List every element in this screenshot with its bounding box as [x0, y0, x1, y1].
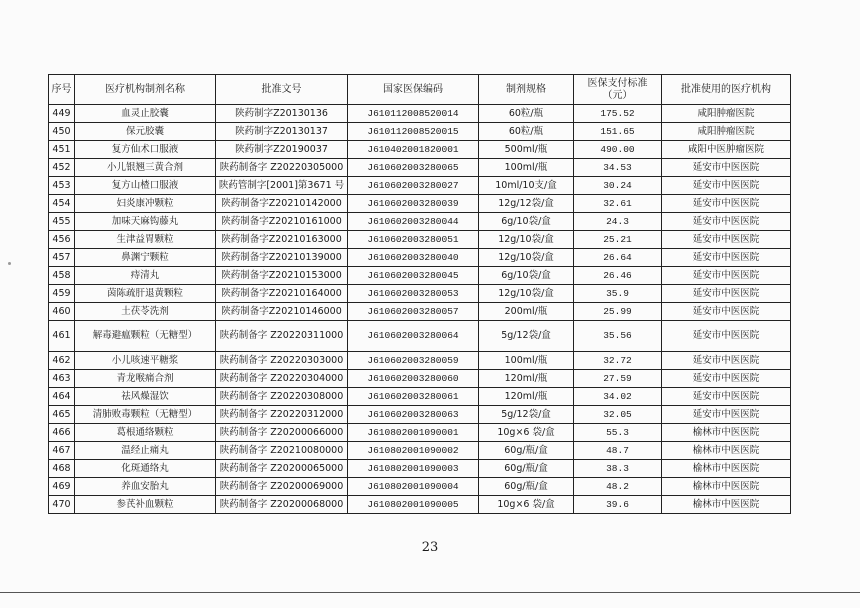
table-row	[49, 213, 791, 231]
cell-approval-number: 陕药制备字 Z20220304000	[216, 370, 348, 388]
cell-index: 462	[49, 352, 75, 370]
cell-insurance-code: J610602003280057	[348, 303, 479, 321]
cell-name: 参芪补血颗粒	[75, 496, 216, 514]
scan-edge-line	[0, 592, 860, 593]
table-row	[49, 105, 791, 123]
cell-payment-standard: 32.05	[574, 406, 662, 424]
cell-insurance-code: J610602003280044	[348, 213, 479, 231]
cell-index: 458	[49, 267, 75, 285]
cell-approval-number: 陕药制备字 Z20200068000	[216, 496, 348, 514]
cell-approval-number: 陕药制备字Z20210164000	[216, 285, 348, 303]
cell-approval-number: 陕药制备字Z20210146000	[216, 303, 348, 321]
cell-specification: 60g/瓶/盒	[479, 478, 574, 496]
cell-name: 鼻渊宁颗粒	[75, 249, 216, 267]
cell-approval-number: 陕药制备字Z20210153000	[216, 267, 348, 285]
cell-index: 461	[49, 321, 75, 352]
cell-specification: 120ml/瓶	[479, 370, 574, 388]
cell-name: 温经止痛丸	[75, 442, 216, 460]
cell-institution: 榆林市中医医院	[662, 460, 791, 478]
cell-institution: 咸阳肿瘤医院	[662, 105, 791, 123]
cell-specification: 60g/瓶/盒	[479, 442, 574, 460]
cell-name: 生津益胃颗粒	[75, 231, 216, 249]
cell-index: 451	[49, 141, 75, 159]
scan-speck	[8, 262, 11, 265]
cell-institution: 延安市中医医院	[662, 267, 791, 285]
cell-payment-standard: 32.61	[574, 195, 662, 213]
cell-index: 453	[49, 177, 75, 195]
cell-payment-standard: 55.3	[574, 424, 662, 442]
cell-approval-number: 陕药制字Z20130136	[216, 105, 348, 123]
cell-institution: 延安市中医医院	[662, 177, 791, 195]
cell-name: 复方仙术口服液	[75, 141, 216, 159]
header-specification: 制剂规格	[479, 75, 574, 105]
table-row	[49, 159, 791, 177]
cell-payment-standard: 48.7	[574, 442, 662, 460]
cell-name: 复方山楂口服液	[75, 177, 216, 195]
cell-specification: 5g/12袋/盒	[479, 321, 574, 352]
table-row	[49, 249, 791, 267]
table-row	[49, 406, 791, 424]
cell-index: 464	[49, 388, 75, 406]
cell-payment-standard: 151.65	[574, 123, 662, 141]
table-row	[49, 352, 791, 370]
cell-index: 470	[49, 496, 75, 514]
cell-payment-standard: 24.3	[574, 213, 662, 231]
cell-insurance-code: J610602003280064	[348, 321, 479, 352]
cell-insurance-code: J610602003280051	[348, 231, 479, 249]
cell-specification: 100ml/瓶	[479, 159, 574, 177]
cell-insurance-code: J610112008520015	[348, 123, 479, 141]
cell-approval-number: 陕药制备字Z20210161000	[216, 213, 348, 231]
cell-name: 土茯苓洗剂	[75, 303, 216, 321]
cell-insurance-code: J610802001090003	[348, 460, 479, 478]
cell-institution: 延安市中医医院	[662, 249, 791, 267]
cell-index: 469	[49, 478, 75, 496]
cell-approval-number: 陕药制备字 Z20210080000	[216, 442, 348, 460]
cell-insurance-code: J610802001090001	[348, 424, 479, 442]
cell-specification: 12g/10袋/盒	[479, 249, 574, 267]
cell-name: 葛根通络颗粒	[75, 424, 216, 442]
cell-insurance-code: J610602003280059	[348, 352, 479, 370]
cell-name: 小儿银翘三黄合剂	[75, 159, 216, 177]
table-header-row	[49, 75, 791, 105]
table-row	[49, 321, 791, 352]
cell-name: 养血安胎丸	[75, 478, 216, 496]
cell-name: 解毒避瘟颗粒（无糖型）	[75, 321, 216, 352]
cell-payment-standard: 25.21	[574, 231, 662, 249]
header-insurance-code: 国家医保编码	[348, 75, 479, 105]
table-row	[49, 285, 791, 303]
table-row	[49, 460, 791, 478]
cell-index: 468	[49, 460, 75, 478]
cell-insurance-code: J610602003280061	[348, 388, 479, 406]
cell-institution: 榆林市中医医院	[662, 424, 791, 442]
header-approval-number: 批准文号	[216, 75, 348, 105]
cell-insurance-code: J610602003280027	[348, 177, 479, 195]
cell-payment-standard: 35.9	[574, 285, 662, 303]
cell-approval-number: 陕药制备字 Z20220311000	[216, 321, 348, 352]
cell-name: 妇炎康冲颗粒	[75, 195, 216, 213]
cell-insurance-code: J610602003280040	[348, 249, 479, 267]
cell-approval-number: 陕药制备字 Z20220303000	[216, 352, 348, 370]
cell-insurance-code: J610602003280039	[348, 195, 479, 213]
cell-approval-number: 陕药制备字Z20210142000	[216, 195, 348, 213]
table-row	[49, 267, 791, 285]
table-row	[49, 123, 791, 141]
cell-approval-number: 陕药管制字[2001]第3671 号	[216, 177, 348, 195]
cell-specification: 5g/12袋/盒	[479, 406, 574, 424]
cell-index: 460	[49, 303, 75, 321]
cell-name: 小儿咳速平糖浆	[75, 352, 216, 370]
page-number: 23	[421, 540, 439, 555]
cell-payment-standard: 25.99	[574, 303, 662, 321]
cell-payment-standard: 26.64	[574, 249, 662, 267]
cell-insurance-code: J610802001090002	[348, 442, 479, 460]
cell-insurance-code: J610602003280065	[348, 159, 479, 177]
cell-insurance-code: J610602003280045	[348, 267, 479, 285]
cell-specification: 60粒/瓶	[479, 105, 574, 123]
table-row	[49, 370, 791, 388]
cell-specification: 120ml/瓶	[479, 388, 574, 406]
table-row	[49, 424, 791, 442]
cell-payment-standard: 490.00	[574, 141, 662, 159]
table-row	[49, 496, 791, 514]
cell-specification: 6g/10袋/盒	[479, 213, 574, 231]
cell-specification: 100ml/瓶	[479, 352, 574, 370]
cell-institution: 延安市中医医院	[662, 213, 791, 231]
cell-payment-standard: 27.59	[574, 370, 662, 388]
cell-institution: 延安市中医医院	[662, 352, 791, 370]
cell-specification: 10g×6 袋/盒	[479, 424, 574, 442]
cell-index: 466	[49, 424, 75, 442]
cell-approval-number: 陕药制字Z20130137	[216, 123, 348, 141]
cell-approval-number: 陕药制备字Z20210139000	[216, 249, 348, 267]
cell-index: 459	[49, 285, 75, 303]
header-institution: 批准使用的医疗机构	[662, 75, 791, 105]
cell-index: 452	[49, 159, 75, 177]
cell-insurance-code: J610802001090004	[348, 478, 479, 496]
cell-insurance-code: J610602003280053	[348, 285, 479, 303]
cell-institution: 延安市中医医院	[662, 195, 791, 213]
cell-specification: 200ml/瓶	[479, 303, 574, 321]
cell-insurance-code: J610112008520014	[348, 105, 479, 123]
cell-specification: 10g×6 袋/盒	[479, 496, 574, 514]
cell-index: 454	[49, 195, 75, 213]
cell-index: 463	[49, 370, 75, 388]
cell-name: 清肺败毒颗粒（无糖型）	[75, 406, 216, 424]
cell-payment-standard: 26.46	[574, 267, 662, 285]
cell-index: 465	[49, 406, 75, 424]
cell-institution: 榆林市中医医院	[662, 478, 791, 496]
cell-payment-standard: 175.52	[574, 105, 662, 123]
table-row	[49, 442, 791, 460]
cell-specification: 12g/10袋/盒	[479, 231, 574, 249]
header-payment-standard: 医保支付标准（元）	[574, 75, 662, 105]
cell-payment-standard: 34.02	[574, 388, 662, 406]
cell-institution: 榆林市中医医院	[662, 442, 791, 460]
cell-name: 痔清丸	[75, 267, 216, 285]
cell-insurance-code: J610402001820001	[348, 141, 479, 159]
cell-payment-standard: 30.24	[574, 177, 662, 195]
cell-approval-number: 陕药制备字 Z20220308000	[216, 388, 348, 406]
cell-approval-number: 陕药制备字Z20210163000	[216, 231, 348, 249]
cell-index: 467	[49, 442, 75, 460]
table-row	[49, 195, 791, 213]
header-name: 医疗机构制剂名称	[75, 75, 216, 105]
cell-institution: 延安市中医医院	[662, 231, 791, 249]
cell-institution: 延安市中医医院	[662, 321, 791, 352]
cell-institution: 延安市中医医院	[662, 406, 791, 424]
cell-institution: 延安市中医医院	[662, 285, 791, 303]
cell-index: 449	[49, 105, 75, 123]
cell-specification: 60g/瓶/盒	[479, 460, 574, 478]
cell-payment-standard: 48.2	[574, 478, 662, 496]
cell-specification: 12g/10袋/盒	[479, 285, 574, 303]
table-row	[49, 303, 791, 321]
cell-payment-standard: 34.53	[574, 159, 662, 177]
cell-insurance-code: J610602003280060	[348, 370, 479, 388]
cell-index: 456	[49, 231, 75, 249]
cell-payment-standard: 35.56	[574, 321, 662, 352]
cell-specification: 500ml/瓶	[479, 141, 574, 159]
cell-approval-number: 陕药制备字 Z20200069000	[216, 478, 348, 496]
cell-insurance-code: J610802001090005	[348, 496, 479, 514]
cell-name: 加味天麻钩藤丸	[75, 213, 216, 231]
cell-institution: 榆林市中医医院	[662, 496, 791, 514]
cell-specification: 10ml/10支/盒	[479, 177, 574, 195]
cell-index: 450	[49, 123, 75, 141]
table-row	[49, 177, 791, 195]
cell-approval-number: 陕药制备字 Z20220305000	[216, 159, 348, 177]
table-row	[49, 478, 791, 496]
cell-index: 457	[49, 249, 75, 267]
cell-institution: 延安市中医医院	[662, 303, 791, 321]
cell-institution: 咸阳中医肿瘤医院	[662, 141, 791, 159]
cell-approval-number: 陕药制字Z20190037	[216, 141, 348, 159]
cell-specification: 6g/10袋/盒	[479, 267, 574, 285]
table-row	[49, 388, 791, 406]
cell-name: 茵陈疏肝退黄颗粒	[75, 285, 216, 303]
cell-approval-number: 陕药制备字 Z20200065000	[216, 460, 348, 478]
cell-specification: 12g/12袋/盒	[479, 195, 574, 213]
preparation-table	[48, 74, 791, 514]
table-row	[49, 141, 791, 159]
cell-index: 455	[49, 213, 75, 231]
table-row	[49, 231, 791, 249]
cell-specification: 60粒/瓶	[479, 123, 574, 141]
cell-payment-standard: 39.6	[574, 496, 662, 514]
cell-institution: 咸阳肿瘤医院	[662, 123, 791, 141]
cell-name: 化斑通络丸	[75, 460, 216, 478]
header-index: 序号	[49, 75, 75, 105]
cell-payment-standard: 38.3	[574, 460, 662, 478]
cell-payment-standard: 32.72	[574, 352, 662, 370]
cell-name: 青龙喉痛合剂	[75, 370, 216, 388]
cell-approval-number: 陕药制备字 Z20200066000	[216, 424, 348, 442]
cell-insurance-code: J610602003280063	[348, 406, 479, 424]
cell-institution: 延安市中医医院	[662, 370, 791, 388]
cell-approval-number: 陕药制备字 Z20220312000	[216, 406, 348, 424]
cell-institution: 延安市中医医院	[662, 388, 791, 406]
cell-institution: 延安市中医医院	[662, 159, 791, 177]
cell-name: 祛风燥湿饮	[75, 388, 216, 406]
cell-name: 保元胶囊	[75, 123, 216, 141]
cell-name: 血灵止胶囊	[75, 105, 216, 123]
